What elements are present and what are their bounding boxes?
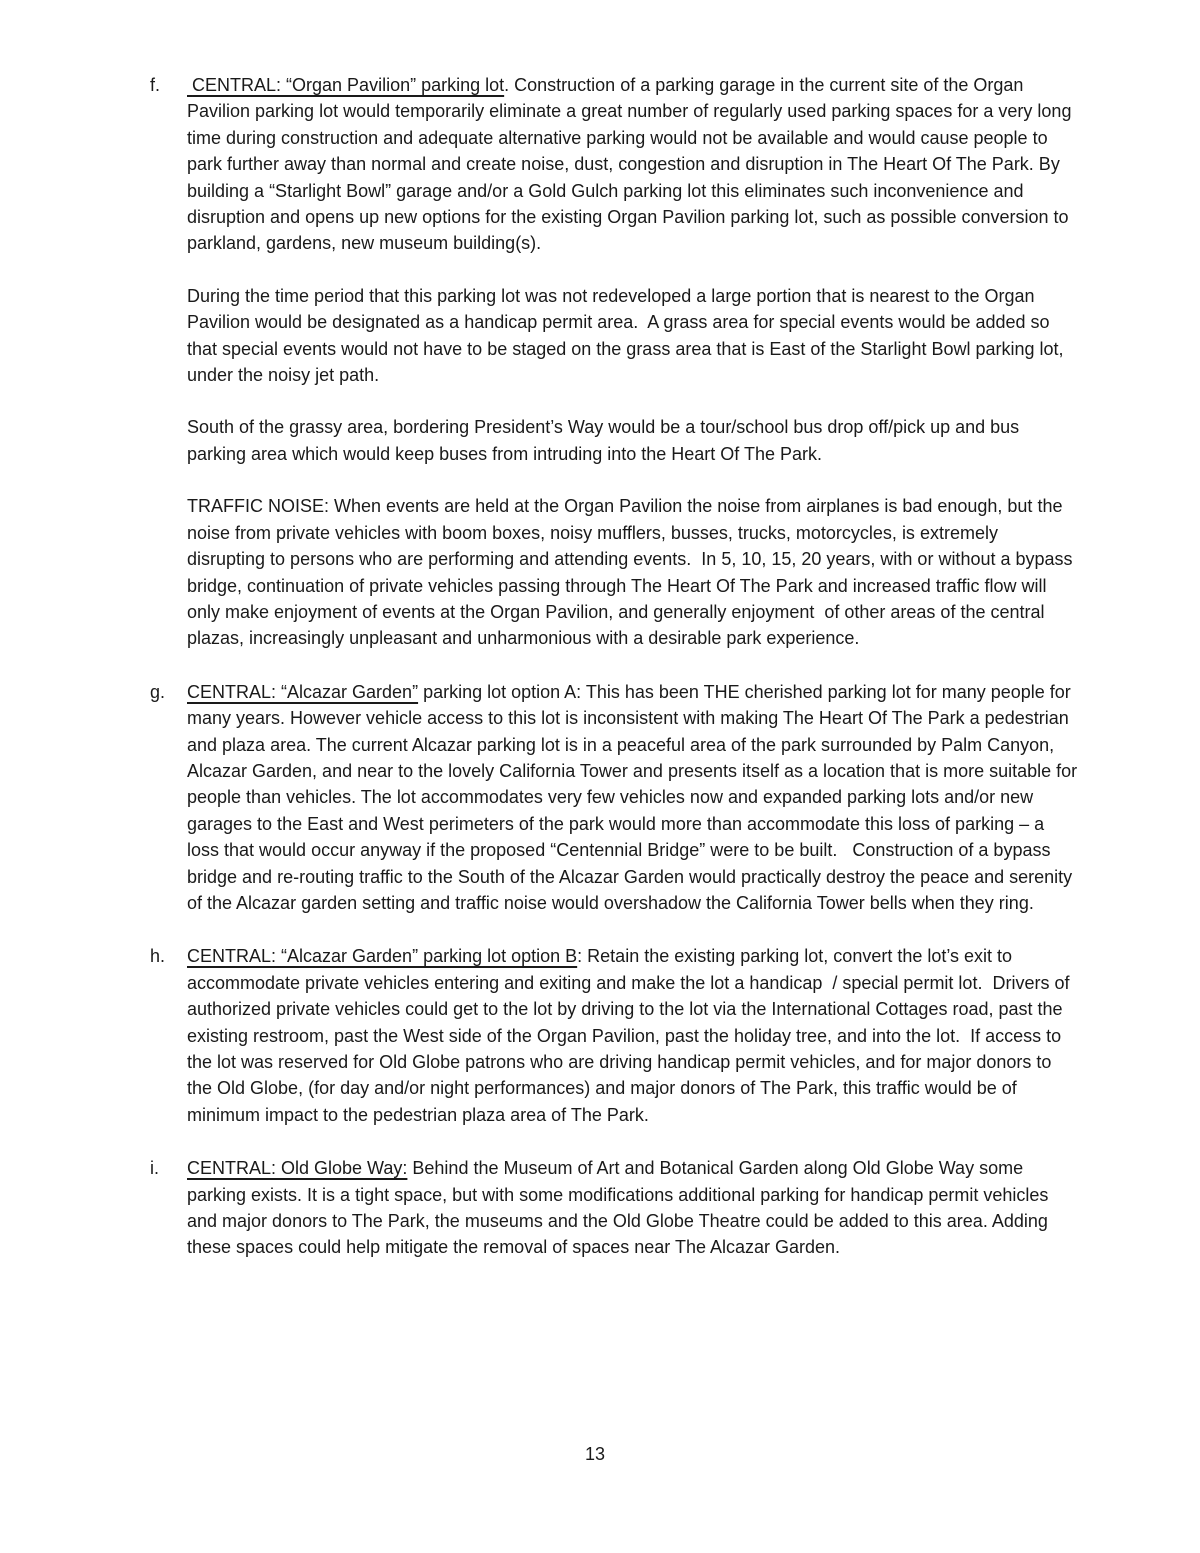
list-item-h-content xyxy=(187,943,1078,1128)
list-letter-f: f. xyxy=(150,75,161,95)
list-item-i-content xyxy=(187,1155,1078,1261)
page-number: 13 xyxy=(584,1444,606,1464)
list-letter-i: i. xyxy=(150,1158,159,1179)
document-body xyxy=(150,72,1083,1288)
heading-underlined: CENTRAL: “Organ Pavilion” parking lot xyxy=(187,75,505,95)
paragraph-text: Behind the Museum of Art and Botanical Garden along Old Globe Way some parking exists. It is a tight space, but with some modifications additional parking for handicap permit vehicles and major donors to The Park, the museums and the Old Globe Theatre could be added to this area. Adding these spaces could help mitigate the removal of spaces near The Alcazar Garden. xyxy=(187,1158,1054,1258)
paragraph: TRAFFIC NOISE: When events are held at the Organ Pavilion the noise from airplanes is bad enough, but the noise from private vehicles with boom boxes, noisy mufflers, busses, trucks, motorcycles, is extremely disrupting to persons who are performing and attending events. In 5, 10, 15, 20 years, with or without a bypass bridge, continuation of private vehicles passing through The Heart Of The Park and increased traffic flow will only make enjoyment of events at the Organ Pavilion, and generally enjoyment of other areas of the central plazas, increasingly unpleasant and unharmonious with a desirable park experience. xyxy=(187,496,1078,649)
paragraph-text: parking lot option A: This has been THE cherished parking lot for many people for many years. However vehicle access to this lot is inconsistent with making The Heart Of The Park a pedestrian and plaza area. The current Alcazar parking lot is in a peaceful area of the park surrounded by Palm Canyon, Alcazar Garden, and near to the lovely California Tower and presents itself as a location that is more suitable for people than vehicles. The lot accommodates very few vehicles now and expanded parking lots and/or new garages to the East and West perimeters of the park would more than accommodate this loss of parking – a loss that would occur anyway if the proposed “Centennial Bridge” were to be built. Construction of a bypass bridge and re-routing traffic to the South of the Alcazar Garden would practically destroy the peace and serenity of the Alcazar garden setting and traffic noise would overshadow the California Tower bells when they ring. xyxy=(187,681,1083,913)
paragraph xyxy=(187,1155,1078,1261)
list-item-i xyxy=(150,1155,1078,1261)
list-letter-g: g. xyxy=(150,681,166,702)
paragraph xyxy=(187,679,1083,917)
page-footer xyxy=(0,1441,1190,1467)
list-letter-h: h. xyxy=(150,946,166,967)
paragraph-text: . Construction of a parking garage in the current site of the Organ Pavilion parking lot would temporarily eliminate a great number of regularly used parking spaces for a very long time during construction and adequate alternative parking would not be available and would cause people to park further away than normal and create noise, dust, congestion and disruption in The Heart Of The Park. By building a “Starlight Bowl” garage and/or a Gold Gulch parking lot this eliminates such inconvenience and disruption and opens up new options for the existing Organ Pavilion parking lot, such as possible conversion to parkland, gardens, new museum building(s). xyxy=(187,75,1077,254)
paragraph: During the time period that this parking lot was not redeveloped a large portion that is nearest to the Organ Pavilion would be designated as a handicap permit area. A grass area for special events would be added so that special events would not have to be staged on the grass area that is East of the Starlight Bowl parking lot, under the noisy jet path. xyxy=(187,285,1069,386)
list-item-f xyxy=(150,72,1078,652)
paragraph-text: : Retain the existing parking lot, convert the lot’s exit to accommodate private vehicles entering and exiting and make the lot a handicap / special permit lot. Drivers of authorized private vehicles could get to the lot by driving to the lot via the International Cottages road, past the existing restroom, past the West side of the Organ Pavilion, past the holiday tree, and into the lot. If access to the lot was reserved for Old Globe patrons who are driving handicap permit vehicles, and for major donors to the Old Globe, (for day and/or night performances) and major donors of The Park, this traffic would be of minimum impact to the pedestrian plaza area of The Park. xyxy=(187,946,1075,1125)
list-item-f-content xyxy=(187,72,1078,652)
list-item-h xyxy=(150,943,1078,1128)
heading-underlined: CENTRAL: “Alcazar Garden” parking lot option B xyxy=(187,946,578,967)
list-item-g-content xyxy=(187,679,1083,917)
paragraph xyxy=(187,943,1078,1128)
heading-underlined: CENTRAL: “Alcazar Garden” xyxy=(187,681,419,702)
paragraph xyxy=(187,72,1078,257)
heading-underlined: CENTRAL: Old Globe Way: xyxy=(187,1158,408,1179)
paragraph: South of the grassy area, bordering President’s Way would be a tour/school bus drop off/pick up and bus parking area which would keep buses from intruding into the Heart Of The Park. xyxy=(187,417,1025,464)
list-item-g xyxy=(150,679,1083,917)
